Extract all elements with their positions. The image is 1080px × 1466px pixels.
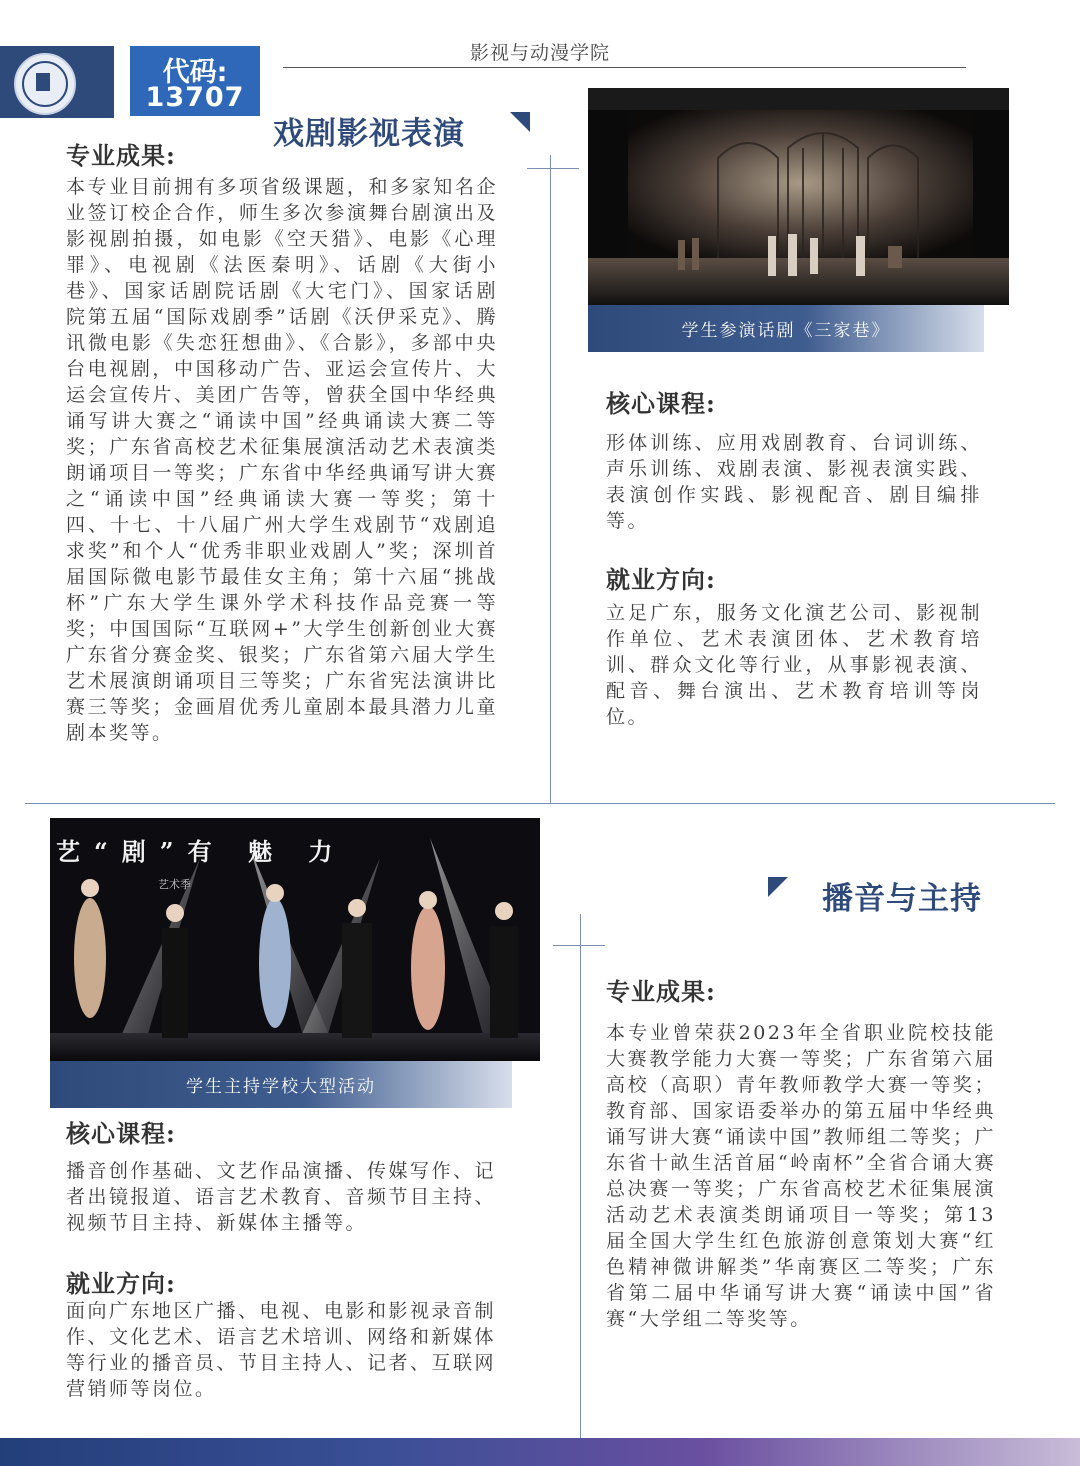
broadcast-career-heading: 就业方向: [66,1269,176,1298]
drama-core-text: 形体训练、应用戏剧教育、台词训练、声乐训练、戏剧表演、影视表演实践、表演创作实践、影视配音、剧目编排等。 [606,432,982,532]
seal-building-mark [36,73,50,91]
broadcast-core-heading: 核心课程: [66,1119,176,1148]
drama-title-triangle-icon [510,112,530,132]
header-rule [283,67,966,68]
drama-career-text: 立足广东，服务文化演艺公司、影视制作单位、艺术表演团体、艺术教育培训、群众文化等行业，从事影视表演、配音、舞台演出、艺术教育培训等岗位。 [606,602,982,728]
drama-career-heading: 就业方向: [606,565,716,594]
school-logo-block [0,46,114,118]
drama-major-title: 戏剧影视表演 [273,116,465,152]
broadcast-core-text: 播音创作基础、文艺作品演播、传媒写作、记者出镜报道、语言艺术教育、音频节目主持、视频节目主持、新媒体主播等。 [66,1160,497,1234]
code-label: 代码: [162,57,228,88]
drama-stage-photo [588,88,1009,305]
drama-column-divider [550,155,551,803]
drama-achievements-text: 本专业目前拥有多项省级课题，和多家知名企业签订校企合作，师生多次参演舞台剧演出及影视剧拍摄，如电影《空天猎》、电影《心理罪》、电视剧《法医秦明》、话剧《大街小巷》、国家话剧院话剧《大宅门》、国家话剧院第五届“国际戏剧季”话剧《沃伊采克》、腾讯微电影《失恋狂想曲》、《合影》，多部中央台电视剧，中国移动广告、亚运会宣传片、大运会宣传片、美团广告等，曾获全国中华经典诵写讲大赛之“诵读中国”经典诵读大赛二等奖；广东省高校艺术征集展演活动艺术表演类朗诵项目一等奖；广东省中华经典诵写讲大赛之“诵读中国”经典诵读大赛一等奖；第十四、十七、十八届广州大学生戏剧节“戏剧追求奖”和个人“优秀非职业戏剧人”奖；深圳首届国际微电影节最佳女主角；第十六届“挑战杯”广东大学生课外学术科技作品竞赛一等奖；中国国际“互联网+”大学生创新创业大赛广东省分赛金奖、银奖；广东省第六届大学生艺术展演朗诵项目三等奖；广东省宪法演讲比赛三等奖；金画眉优秀儿童剧本最具潜力儿童剧本奖等。 [66,176,498,744]
broadcast-column-divider [580,914,581,1438]
stage-scene-illustration [588,88,1009,305]
hosting-event-photo [50,818,540,1061]
photo-banner-subtext: 艺术季 [158,878,191,891]
section-divider [25,803,1055,804]
drama-achievements-heading: 专业成果: [66,141,176,170]
broadcast-achievements-heading: 专业成果: [606,977,716,1006]
footer-gradient-bar [0,1438,1080,1466]
photo-banner-text: 艺“剧”有 魅 力 [56,837,347,866]
drama-photo-caption: 学生参演话剧《三家巷》 [588,305,984,352]
major-code-badge [130,46,260,116]
drama-core-heading: 核心课程: [606,389,716,418]
broadcast-major-title: 播音与主持 [822,881,982,917]
college-name: 影视与动漫学院 [470,42,611,64]
seal-ring [22,61,68,107]
broadcast-title-triangle-icon [768,877,788,897]
drama-column-tick [527,168,579,169]
hosting-photo-caption: 学生主持学校大型活动 [50,1061,512,1108]
broadcast-achievements-text: 本专业曾荣获2023年全省职业院校技能大赛教学能力大赛一等奖；广东省第六届高校（高职）青年教师教学大赛一等奖；教育部、国家语委举办的第五届中华经典诵写讲大赛“诵读中国”教师组二等奖；广东省十畝生活首届“岭南杯”全省合诵大赛总决赛一等奖；广东省高校艺术征集展演活动艺术表演类朗诵项目一等奖；第13届全国大学生红色旅游创意策划大赛“红色精神微讲解类”华南赛区二等奖；广东省第二届中华诵写讲大赛“诵读中国”省赛“大学组二等奖等。 [606,1022,996,1330]
broadcast-column-tick [553,945,605,946]
school-seal-icon [14,53,76,115]
code-value: 13707 [145,82,245,113]
broadcast-career-text: 面向广东地区广播、电视、电影和影视录音制作、文化艺术、语言艺术培训、网络和新媒体等行业的播音员、节目主持人、记者、互联网营销师等岗位。 [66,1300,497,1400]
